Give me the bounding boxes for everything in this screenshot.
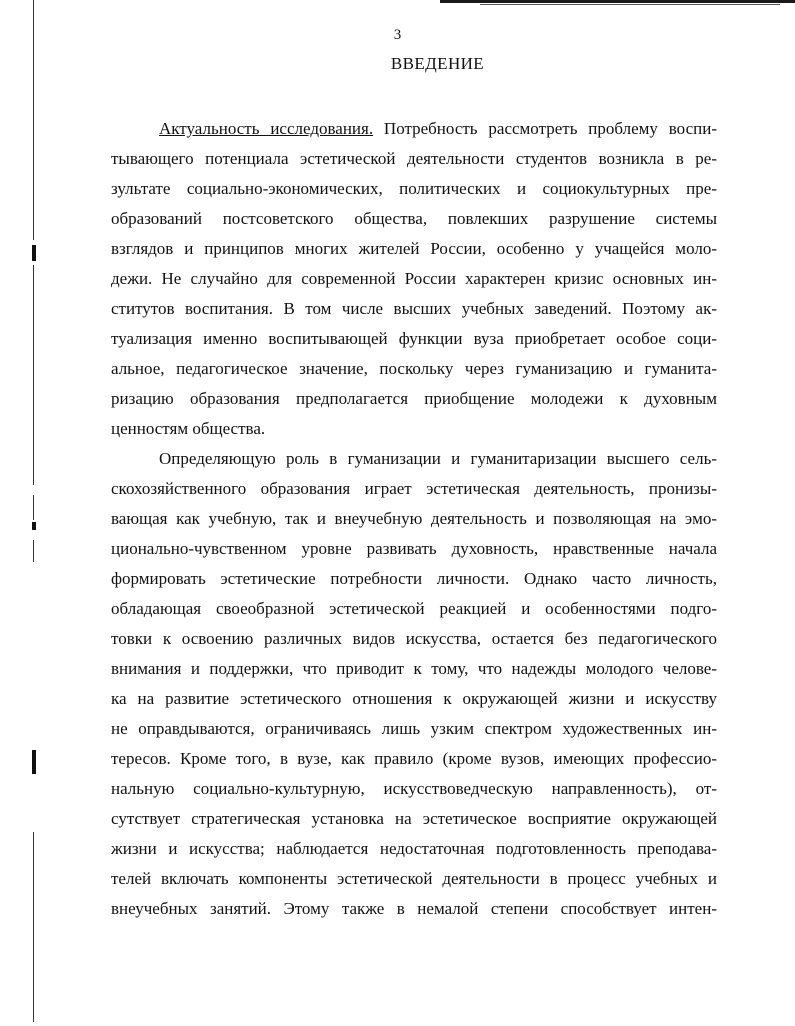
- text-line: [111, 114, 717, 144]
- text-line: формировать эстетические потребности личности. Однако часто личность,: [111, 569, 717, 588]
- text-line: ка на развитие эстетического отношения к окружающей жизни и искусству: [111, 689, 717, 708]
- text-line: зультате социально-экономических, политических и социокультурных пре-: [111, 179, 717, 198]
- text-line: внимания и поддержки, что приводит к тому, что надежды молодого челове-: [111, 659, 717, 678]
- text-line: Определяющую роль в гуманизации и гуманитаризации высшего сель-: [159, 449, 717, 468]
- text-line: тывающего потенциала эстетической деятельности студентов возникла в ре-: [111, 149, 717, 168]
- text-line: взглядов и принципов многих жителей России, особенно у учащейся моло-: [111, 239, 717, 258]
- scan-edge-left: [33, 495, 34, 520]
- page-title: ВВЕДЕНИЕ: [390, 54, 485, 73]
- scan-mark: [32, 750, 36, 774]
- text-line: вающая как учебную, так и внеучебную деятельность и позволяющая на эмо-: [111, 509, 717, 528]
- scan-edge-left: [33, 265, 34, 485]
- text-line: ризацию образования предполагается приобщение молодежи к духовным: [111, 389, 717, 408]
- text-line: ценностям общества.: [111, 419, 266, 438]
- text-line: альное, педагогическое значение, поскольку через гуманизацию и гуманита-: [111, 359, 717, 378]
- text-line: товки к освоению различных видов искусства, остается без педагогического: [111, 629, 717, 648]
- text-line: нальную социально-культурную, искусствоведческую направленность), от-: [111, 779, 717, 798]
- text-line: сутствует стратегическая установка на эстетическое восприятие окружающей: [111, 809, 717, 828]
- text-line: скохозяйственного образования играет эстетическая деятельность, пронизы-: [111, 479, 717, 498]
- text-line: тересов. Кроме того, в вузе, как правило (кроме вузов, имеющих профессио-: [111, 749, 717, 768]
- page-number: 3: [393, 27, 402, 43]
- text-line: образований постсоветского общества, повлекших разрушение системы: [111, 209, 717, 228]
- text-line-content: Потребность рассмотреть проблему воспи-: [373, 119, 717, 138]
- text-line: жизни и искусства; наблюдается недостаточная подготовленность преподава-: [111, 839, 717, 858]
- scan-mark: [32, 522, 36, 530]
- text-line: ститутов воспитания. В том числе высших учебных заведений. Поэтому ак-: [111, 299, 717, 318]
- scan-edge-left: [33, 540, 34, 562]
- text-line: дежи. Не случайно для современной России характерен кризис основных ин-: [111, 269, 717, 288]
- scan-mark: [32, 245, 36, 261]
- text-line: туализация именно воспитывающей функции вуза приобретает особое соци-: [111, 329, 717, 348]
- text-line: телей включать компоненты эстетической деятельности в процесс учебных и: [111, 869, 717, 888]
- text-line: обладающая своеобразной эстетической реакцией и особенностями подго-: [111, 599, 717, 618]
- section-heading: Актуальность исследования.: [159, 119, 374, 138]
- scan-edge-left: [33, 832, 34, 1022]
- body-text: [111, 114, 717, 924]
- text-line: ционально-чувственном уровне развивать духовность, нравственные начала: [111, 539, 717, 558]
- scan-edge-top: [440, 0, 795, 3]
- text-line: не оправдываются, ограничиваясь лишь узким спектром художественных ин-: [111, 719, 717, 738]
- text-line: внеучебных занятий. Этому также в немалой степени способствует интен-: [111, 899, 717, 918]
- scan-edge-top-thin: [480, 4, 780, 5]
